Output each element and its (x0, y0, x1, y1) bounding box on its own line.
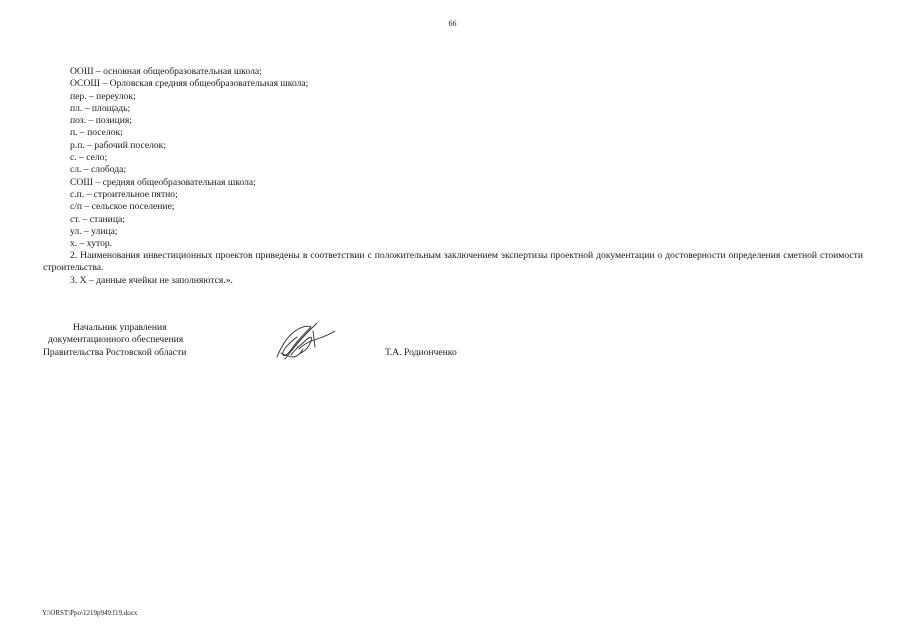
signature-block (43, 322, 493, 372)
note-paragraph: 3. Х – данные ячейки не заполняются.». (70, 274, 233, 286)
list-item: сл. – слобода; (70, 164, 127, 176)
list-item: ул. – улица; (70, 225, 118, 237)
signatory-name: Т.А. Родионченко (385, 346, 457, 358)
list-item: с/п – сельское поселение; (70, 201, 175, 213)
list-item: ООШ – основная общеобразовательная школа; (70, 66, 262, 77)
signatory-title-line: документационного обеспечения (48, 334, 184, 346)
note-paragraph: 2. Наименования инвестиционных проектов приведены в соответствии с положительным заключением экспертизы проектной документации о достоверности определения сметной стоимости строительства. (43, 250, 863, 274)
list-item: пер. – переулок; (70, 90, 136, 102)
list-item: ст. – станица; (70, 213, 125, 225)
list-item: р.п. – рабочий поселок; (70, 139, 167, 151)
handwritten-signature (271, 319, 337, 363)
page-number: 66 (448, 19, 457, 28)
notes-section (43, 250, 863, 287)
list-item: пл. – площадь; (70, 102, 131, 114)
abbreviation-list (70, 66, 308, 250)
list-item: ОСОШ – Орловская средняя общеобразовательная школа; (70, 78, 309, 90)
list-item: х. – хутор. (70, 238, 113, 250)
file-path: Y:\ORST\Ppo\1219p949.f19.docx (42, 609, 138, 617)
list-item: с. – село; (70, 152, 108, 164)
signatory-title (43, 322, 223, 359)
list-item: с.п. – строительное пятно; (70, 188, 178, 200)
list-item: СОШ – средняя общеобразовательная школа; (70, 176, 256, 188)
signatory-title-line: Правительства Ростовской области (43, 346, 187, 358)
list-item: поз. – позиция; (70, 115, 132, 127)
list-item: п. – поселок; (70, 127, 123, 139)
signatory-title-line: Начальник управления (73, 322, 167, 333)
